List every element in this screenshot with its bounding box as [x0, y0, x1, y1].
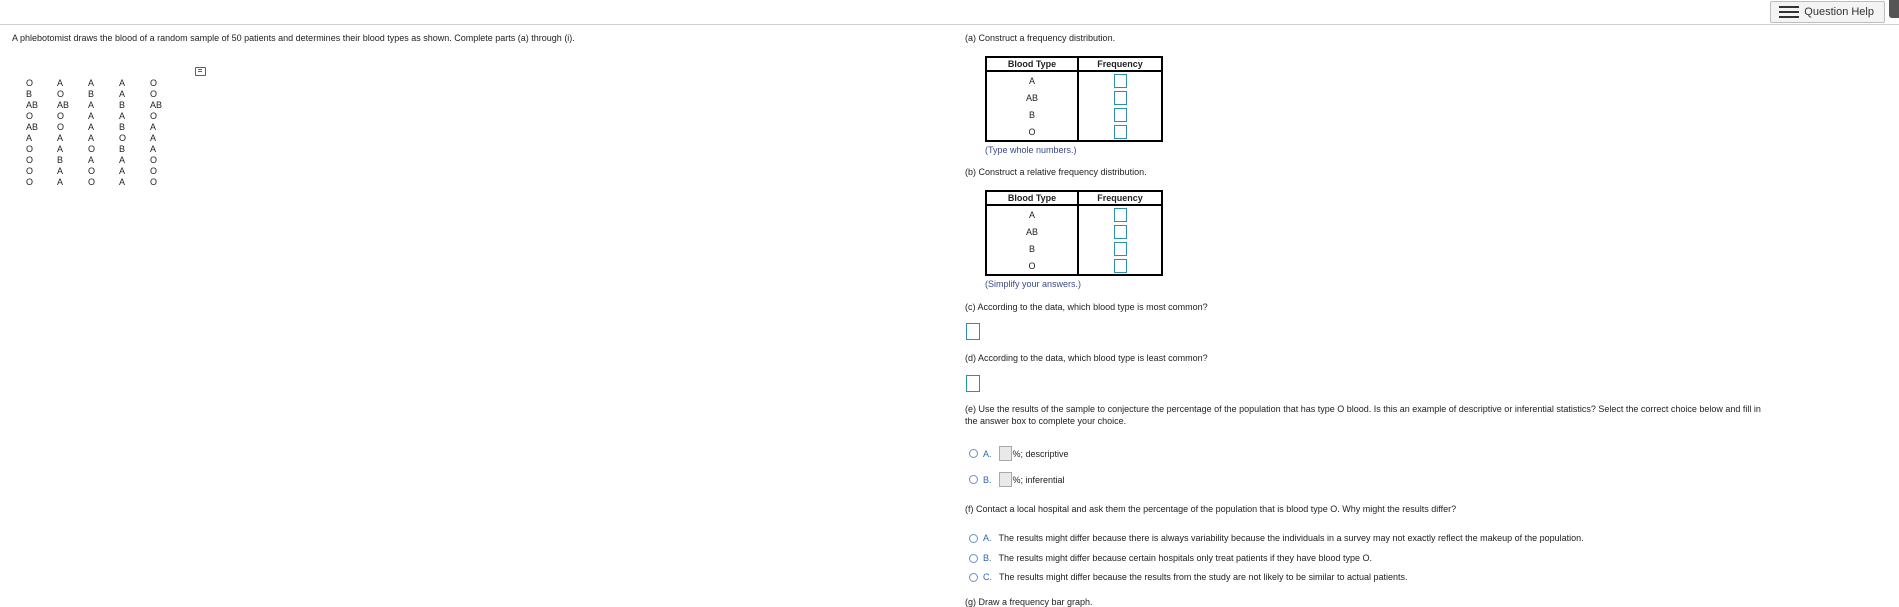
table-row — [986, 106, 1162, 123]
grid-cell: O — [26, 111, 34, 121]
grid-cell: O — [150, 111, 158, 121]
col-blood-type: Blood Type — [986, 191, 1078, 205]
blood-type-data-grid — [26, 78, 181, 188]
frequency-cell — [1078, 123, 1162, 141]
grid-cell: A — [119, 166, 126, 176]
grid-cell: A — [88, 155, 95, 165]
grid-cell: A — [150, 122, 157, 132]
problem-intro: A phlebotomist draws the blood of a random sample of 50 patients and determines their blood types as shown. Complete parts (a) through (i). — [12, 33, 575, 43]
part-f-option-c[interactable] — [969, 572, 1408, 582]
blood-type-cell: O — [986, 123, 1078, 141]
table-row — [986, 89, 1162, 106]
grid-cell: B — [119, 122, 126, 132]
table-row — [986, 257, 1162, 275]
grid-cell: AB — [150, 100, 163, 110]
grid-cell: A — [88, 100, 95, 110]
frequency-input[interactable] — [1114, 125, 1127, 139]
part-d-label: (d) According to the data, which blood type is least common? — [965, 353, 1208, 363]
grid-row — [26, 78, 181, 89]
part-e-option-a[interactable] — [969, 446, 1069, 461]
grid-cell: A — [119, 177, 126, 187]
blood-type-cell: B — [986, 106, 1078, 123]
table-row — [986, 71, 1162, 89]
radio-button[interactable] — [969, 534, 978, 543]
grid-cell: A — [150, 133, 157, 143]
least-common-answer-box[interactable] — [966, 375, 980, 392]
radio-button[interactable] — [969, 449, 978, 458]
grid-row — [26, 89, 181, 100]
col-frequency: Frequency — [1078, 191, 1162, 205]
most-common-answer-box[interactable] — [966, 323, 980, 340]
table-row — [986, 223, 1162, 240]
option-letter: A. — [983, 533, 992, 543]
part-e-label-line1: (e) Use the results of the sample to conjecture the percentage of the population that has type O blood. Is this an example of descriptive or inferential statistics? Select the correct choice below and fill in — [965, 404, 1761, 414]
frequency-table — [985, 56, 1163, 142]
grid-cell: O — [150, 78, 158, 88]
frequency-cell — [1078, 257, 1162, 275]
part-b-note: (Simplify your answers.) — [985, 279, 1082, 289]
grid-row — [26, 111, 181, 122]
grid-cell: B — [119, 144, 126, 154]
grid-cell: O — [26, 144, 34, 154]
grid-cell: O — [26, 155, 34, 165]
frequency-input[interactable] — [1114, 259, 1127, 273]
frequency-cell — [1078, 71, 1162, 89]
grid-row — [26, 166, 181, 177]
grid-cell: A — [57, 133, 64, 143]
frequency-cell — [1078, 205, 1162, 223]
grid-cell: A — [88, 111, 95, 121]
part-f-option-b[interactable] — [969, 553, 1372, 563]
frequency-input[interactable] — [1114, 208, 1127, 222]
grid-cell: B — [119, 100, 126, 110]
grid-cell: A — [26, 133, 33, 143]
question-help-label: Question Help — [1804, 6, 1874, 18]
grid-cell: O — [57, 122, 65, 132]
corner-tab — [1889, 0, 1899, 18]
part-b-label: (b) Construct a relative frequency distribution. — [965, 167, 1147, 177]
part-a-note: (Type whole numbers.) — [985, 145, 1077, 155]
frequency-input[interactable] — [1114, 91, 1127, 105]
frequency-cell — [1078, 223, 1162, 240]
grid-row — [26, 133, 181, 144]
grid-cell: A — [57, 78, 64, 88]
grid-cell: AB — [26, 122, 39, 132]
option-letter: B. — [983, 553, 992, 563]
part-f-label: (f) Contact a local hospital and ask them the percentage of the population that is blood type O. Why might the results differ? — [965, 504, 1457, 514]
radio-button[interactable] — [969, 554, 978, 563]
grid-cell: O — [57, 111, 65, 121]
radio-button[interactable] — [969, 475, 978, 484]
grid-cell: A — [88, 122, 95, 132]
top-bar — [0, 0, 1899, 25]
grid-cell: A — [88, 78, 95, 88]
frequency-input[interactable] — [1114, 225, 1127, 239]
grid-row — [26, 100, 181, 111]
grid-row — [26, 177, 181, 188]
grid-cell: O — [150, 89, 158, 99]
frequency-cell — [1078, 89, 1162, 106]
percent-input[interactable] — [999, 472, 1012, 487]
grid-cell: O — [119, 133, 127, 143]
option-text: The results might differ because certain hospitals only treat patients if they have blood type O. — [998, 553, 1373, 563]
grid-cell: A — [57, 177, 64, 187]
grid-cell: A — [88, 133, 95, 143]
col-frequency: Frequency — [1078, 57, 1162, 71]
option-letter: C. — [983, 572, 992, 582]
part-f-option-a[interactable] — [969, 533, 1584, 543]
grid-cell: A — [119, 111, 126, 121]
frequency-cell — [1078, 240, 1162, 257]
grid-cell: A — [119, 78, 126, 88]
part-a-label: (a) Construct a frequency distribution. — [965, 33, 1116, 43]
part-e-option-b[interactable] — [969, 472, 1065, 487]
grid-cell: O — [88, 177, 96, 187]
part-c-label: (c) According to the data, which blood type is most common? — [965, 302, 1208, 312]
blood-type-cell: B — [986, 240, 1078, 257]
option-text: %; inferential — [1012, 474, 1065, 485]
blood-type-cell: AB — [986, 223, 1078, 240]
relative-frequency-table — [985, 190, 1163, 276]
grid-cell: A — [119, 89, 126, 99]
grid-cell: B — [88, 89, 95, 99]
grid-row — [26, 144, 181, 155]
table-row — [986, 205, 1162, 223]
grid-cell: B — [26, 89, 33, 99]
grid-cell: O — [150, 155, 158, 165]
blood-type-cell: AB — [986, 89, 1078, 106]
part-g-label: (g) Draw a frequency bar graph. — [965, 597, 1093, 607]
percent-input[interactable] — [999, 446, 1012, 461]
table-row — [986, 123, 1162, 141]
list-icon — [1779, 6, 1799, 18]
part-e-label-line2: the answer box to complete your choice. — [965, 416, 1127, 426]
frequency-input[interactable] — [1114, 74, 1127, 88]
grid-cell: O — [150, 166, 158, 176]
col-blood-type: Blood Type — [986, 57, 1078, 71]
blood-type-cell: O — [986, 257, 1078, 275]
grid-row — [26, 155, 181, 166]
grid-cell: A — [57, 166, 64, 176]
option-text: The results might differ because there is always variability because the individuals in a survey may not exactly reflect the makeup of the population. — [998, 533, 1584, 543]
blood-type-cell: A — [986, 205, 1078, 223]
frequency-cell — [1078, 106, 1162, 123]
grid-cell: A — [150, 144, 157, 154]
grid-cell: O — [26, 177, 34, 187]
question-help-button[interactable] — [1770, 1, 1885, 23]
grid-cell: O — [26, 78, 34, 88]
radio-button[interactable] — [969, 573, 978, 582]
option-text: %; descriptive — [1012, 448, 1069, 459]
grid-cell: O — [88, 166, 96, 176]
option-text: The results might differ because the results from the study are not likely to be similar to actual patients. — [999, 572, 1408, 582]
grid-cell: AB — [57, 100, 70, 110]
grid-cell: A — [119, 155, 126, 165]
blood-type-cell: A — [986, 71, 1078, 89]
option-letter: A. — [983, 448, 992, 459]
popout-data-icon[interactable] — [195, 67, 206, 76]
grid-cell: O — [26, 166, 34, 176]
table-row — [986, 240, 1162, 257]
grid-cell: O — [88, 144, 96, 154]
grid-cell: AB — [26, 100, 39, 110]
grid-cell: B — [57, 155, 64, 165]
grid-cell: O — [150, 177, 158, 187]
frequency-input[interactable] — [1114, 242, 1127, 256]
option-letter: B. — [983, 474, 992, 485]
grid-cell: O — [57, 89, 65, 99]
grid-row — [26, 122, 181, 133]
grid-cell: A — [57, 144, 64, 154]
frequency-input[interactable] — [1114, 108, 1127, 122]
